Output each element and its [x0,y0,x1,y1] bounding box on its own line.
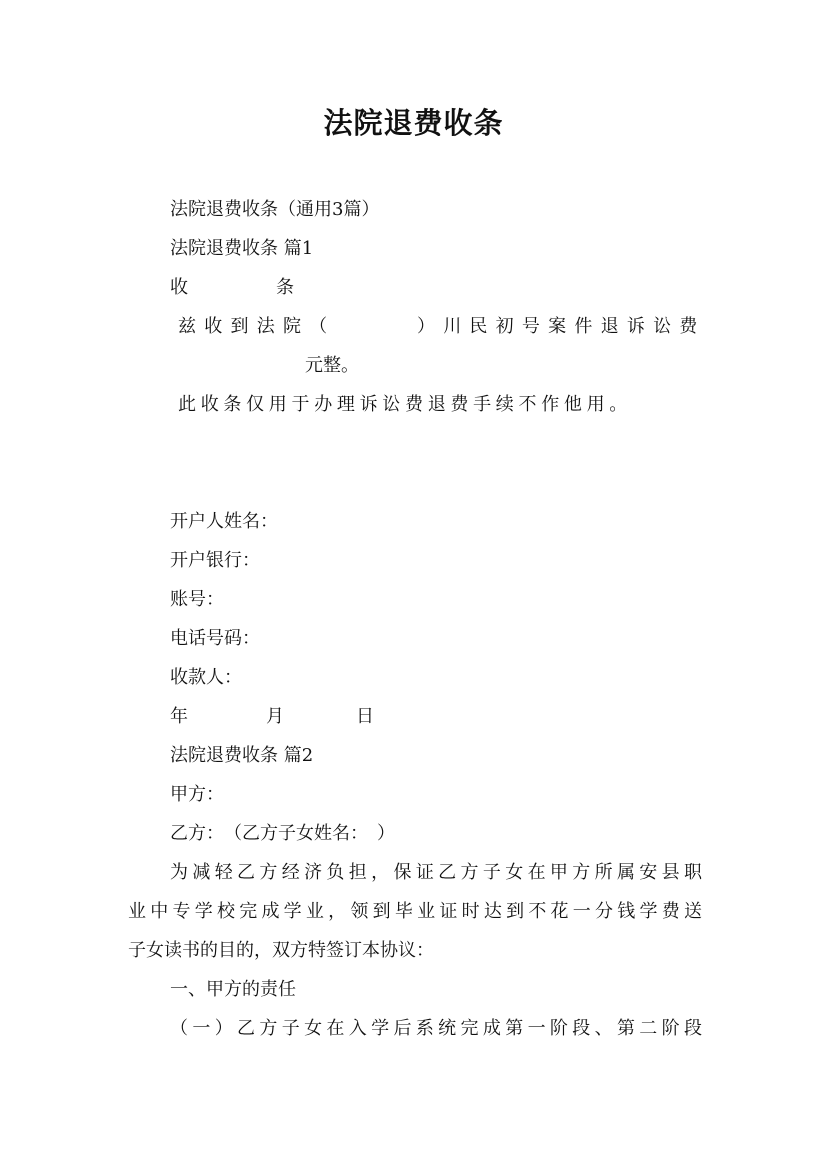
payee-line: 收款人： [170,667,242,688]
receipt-line-1-a: 兹收到法院（ [178,316,336,337]
receipt-word-2: 条 [276,277,294,298]
section-1-heading: 一、甲方的责任 [170,979,296,1000]
bank-line: 开户银行： [170,550,260,571]
party-a-line: 甲方： [170,784,224,805]
account-number-line: 账号： [170,589,224,610]
item-1-line: （一）乙方子女在入学后系统完成第一阶段、第二阶段 [170,1018,702,1039]
receipt-heading-line [170,276,294,300]
receipt-word-1: 收 [170,277,188,298]
date-month: 月 [266,706,284,727]
receipt-line-2: 元整。 [305,355,359,376]
paragraph-1-line-1: 为减轻乙方经济负担，保证乙方子女在甲方所属安县职 [170,862,702,883]
receipt-line-1 [178,315,702,339]
receipt-line-3: 此收条仅用于办理诉讼费退费手续不作他用。 [178,394,632,415]
account-name-line: 开户人姓名： [170,511,278,532]
part1-heading: 法院退费收条 篇1 [170,238,314,259]
intro-line: 法院退费收条（通用3篇） [170,199,380,220]
receipt-line-1-b: ）川民初号案件退诉讼费 [413,316,703,337]
paragraph-1-line-3: 子女读书的目的，双方特签订本协议： [128,940,434,961]
date-day: 日 [356,706,374,727]
date-line [170,705,374,729]
document-title: 法院退费收条 [323,106,504,140]
party-b-line: 乙方： （乙方子女姓名： ） [170,823,395,844]
part2-heading: 法院退费收条 篇2 [170,745,314,766]
phone-line: 电话号码： [170,628,260,649]
date-year: 年 [170,706,188,727]
paragraph-1-line-2: 业中专学校完成学业，领到毕业证时达到不花一分钱学费送 [128,901,702,922]
